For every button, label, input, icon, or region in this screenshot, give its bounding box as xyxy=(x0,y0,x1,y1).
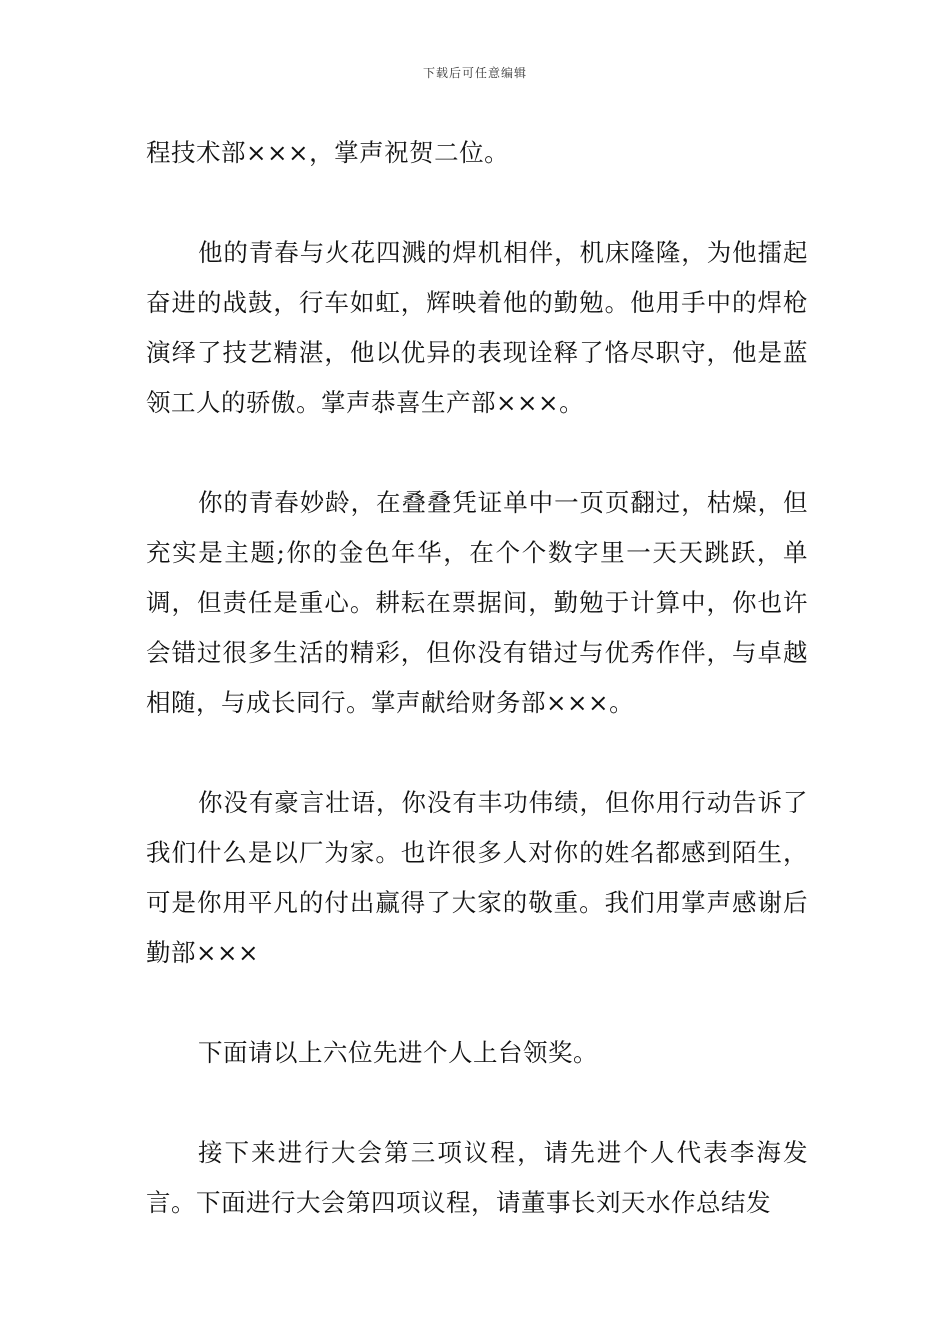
page-header: 下载后可任意编辑 xyxy=(422,66,527,80)
paragraph-1: 程技术部×××，掌声祝贺二位。 xyxy=(146,138,510,167)
paragraph-gap xyxy=(146,728,808,778)
paragraph-2: 他的青春与火花四溅的焊机相伴，机床隆隆，为他擂起奋进的战鼓，行车如虹，辉映着他的勤勉。他用手中的焊枪演绎了技艺精湛，他以优异的表现诠释了恪尽职守，他是蓝领工人的骄傲。掌声恭喜生产部×××。 xyxy=(146,238,808,417)
paragraph-3: 你的青春妙龄，在叠叠凭证单中一页页翻过，枯燥，但充实是主题;你的金色年华，在个个数字里一天天跳跃，单调，但责任是重心。耕耘在票据间，勤勉于计算中，你也许会错过很多生活的精彩，但你没有错过与优秀作伴，与卓越相随，与成长同行。掌声献给财务部×××。 xyxy=(146,488,808,717)
document-body xyxy=(146,128,808,1228)
paragraph-gap xyxy=(146,428,808,478)
paragraph-4: 你没有豪言壮语，你没有丰功伟绩，但你用行动告诉了我们什么是以厂为家。也许很多人对你的姓名都感到陌生，可是你用平凡的付出赢得了大家的敬重。我们用掌声感谢后勤部××× xyxy=(146,788,808,967)
paragraph-gap xyxy=(146,178,808,228)
paragraph-gap xyxy=(146,1078,808,1128)
paragraph-6: 接下来进行大会第三项议程，请先进个人代表李海发言。下面进行大会第四项议程，请董事长刘天水作总结发 xyxy=(146,1138,808,1217)
paragraph-gap xyxy=(146,978,808,1028)
paragraph-5: 下面请以上六位先进个人上台领奖。 xyxy=(198,1038,598,1067)
